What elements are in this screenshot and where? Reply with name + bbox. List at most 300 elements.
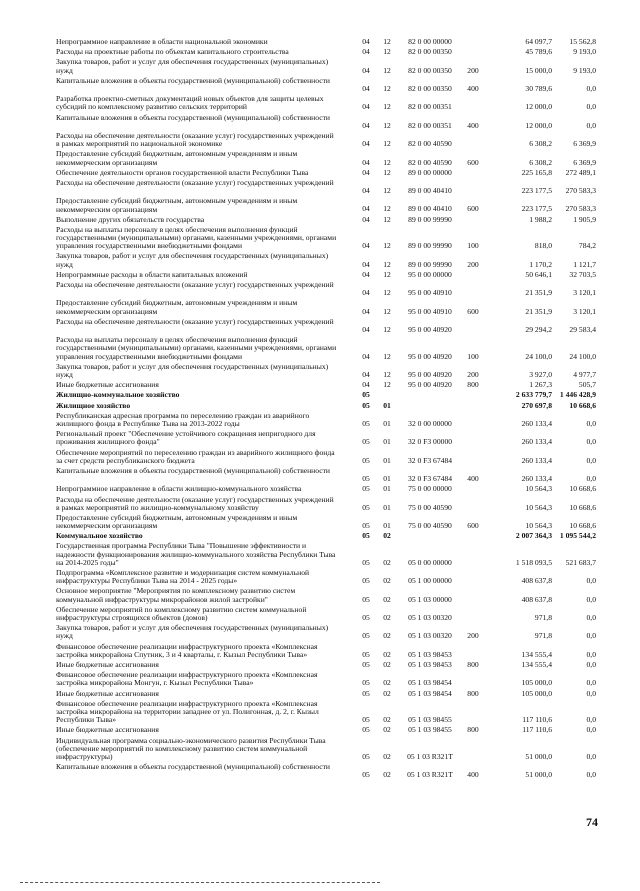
row-section: 05 bbox=[362, 770, 370, 780]
row-section: 05 bbox=[362, 594, 370, 604]
row-sum-year-1: 51 000,0 bbox=[525, 751, 552, 761]
row-target-article: 05 0 00 00000 bbox=[408, 557, 452, 567]
row-name: Республиканская адресная программа по переселению граждан из аварийного жилищного фонда в Республике Тыва на 2013-2022 годы bbox=[56, 410, 310, 428]
row-name: Подпрограмма «Комплексное развитие и модернизация систем коммунальной инфраструктуры Республики Тыва на 2014 - 2025 годы» bbox=[56, 568, 310, 586]
row-sum-year-1: 51 000,0 bbox=[525, 770, 552, 780]
row-section: 05 bbox=[362, 751, 370, 761]
row-target-article: 05 1 03 00320 bbox=[408, 613, 452, 623]
row-sum-year-1: 29 294,2 bbox=[525, 325, 552, 335]
row-sum-year-1: 21 351,9 bbox=[525, 306, 552, 316]
row-name: Основное мероприятие "Мероприятия по комплексному развитию систем коммунальной инфраструктуры микрорайонов жилой застройки" bbox=[56, 586, 296, 604]
row-expense-type: 400 bbox=[467, 83, 479, 93]
row-sum-year-1: 50 646,1 bbox=[525, 269, 552, 279]
row-subsection: 12 bbox=[383, 139, 391, 149]
row-subsection: 12 bbox=[383, 65, 391, 75]
row-subsection: 12 bbox=[383, 167, 391, 177]
row-expense-type: 800 bbox=[467, 688, 479, 698]
row-target-article: 89 0 00 99990 bbox=[408, 259, 452, 269]
row-sum-year-2: 9 193,0 bbox=[573, 65, 596, 75]
row-sum-year-1: 64 097,7 bbox=[525, 37, 552, 46]
row-section: 04 bbox=[362, 204, 370, 214]
row-expense-type: 400 bbox=[467, 770, 479, 780]
row-expense-type: 200 bbox=[467, 65, 479, 75]
row-name: Финансовое обеспечение реализации инфраструктурного проекта «Комплексная застройка микрорайона Монгун, г. Кызыл Республики Тыва» bbox=[56, 670, 318, 688]
row-target-article: 32 0 F3 67484 bbox=[407, 455, 453, 465]
row-expense-type: 800 bbox=[467, 660, 479, 670]
row-sum-year-2: 0,0 bbox=[586, 576, 596, 586]
row-subsection: 01 bbox=[383, 418, 391, 428]
row-name: Расходы на выплаты персоналу в целях обеспечения выполнения функций государственными (муниципальными) органами, казенными учреждениями, органами управления государственными внебюджетными фондами bbox=[56, 335, 337, 361]
table-row bbox=[0, 763, 640, 781]
row-sum-year-1: 105 000,0 bbox=[521, 688, 552, 698]
row-sum-year-2: 6 369,9 bbox=[573, 139, 596, 149]
row-subsection: 02 bbox=[383, 576, 391, 586]
row-name: Расходы на проектные работы по объектам капитального строительства bbox=[56, 47, 289, 57]
row-subsection: 12 bbox=[383, 37, 391, 46]
row-target-article: 05 1 03 R321T bbox=[407, 751, 453, 761]
row-sum-year-2: 521 683,7 bbox=[565, 557, 596, 567]
row-target-article: 05 1 03 98453 bbox=[408, 649, 452, 659]
row-name: Иные бюджетные ассигнования bbox=[56, 380, 159, 390]
row-section: 04 bbox=[362, 139, 370, 149]
row-name: Предоставление субсидий бюджетным, автономным учреждениям и иным некоммерческим организациям bbox=[56, 512, 298, 531]
row-expense-type: 100 bbox=[467, 241, 479, 251]
row-sum-year-1: 1 518 093,5 bbox=[515, 557, 552, 567]
row-section: 04 bbox=[362, 325, 370, 335]
row-target-article: 05 1 03 00000 bbox=[408, 594, 452, 604]
row-subsection: 12 bbox=[383, 288, 391, 298]
row-section: 05 bbox=[362, 678, 370, 688]
table-row bbox=[0, 606, 640, 624]
row-name: Закупка товаров, работ и услуг для обеспечения государственных (муниципальных) нужд bbox=[56, 57, 329, 75]
row-expense-type: 400 bbox=[467, 120, 479, 130]
row-section: 05 bbox=[362, 725, 370, 735]
row-target-article: 75 0 00 40590 bbox=[408, 521, 452, 531]
row-expense-type: 800 bbox=[467, 380, 479, 390]
row-sum-year-1: 260 133,4 bbox=[521, 418, 552, 428]
row-sum-year-2: 0,0 bbox=[586, 418, 596, 428]
row-target-article: 82 0 00 40590 bbox=[408, 157, 452, 167]
row-subsection: 01 bbox=[383, 502, 391, 512]
row-expense-type: 600 bbox=[467, 521, 479, 531]
row-subsection: 12 bbox=[383, 351, 391, 361]
row-expense-type: 100 bbox=[467, 351, 479, 361]
row-subsection: 12 bbox=[383, 204, 391, 214]
row-expense-type: 600 bbox=[467, 306, 479, 316]
row-name: Иные бюджетные ассигнования bbox=[56, 725, 159, 735]
table-row bbox=[0, 179, 640, 197]
row-sum-year-1: 21 351,9 bbox=[525, 288, 552, 298]
table-row bbox=[0, 336, 640, 363]
row-sum-year-1: 12 000,0 bbox=[525, 120, 552, 130]
row-target-article: 05 1 03 98453 bbox=[408, 660, 452, 670]
row-subsection: 02 bbox=[383, 613, 391, 623]
row-section: 04 bbox=[362, 37, 370, 46]
row-name: Государственная программа Республики Тыва "Повышение эффективности и надежности функционирования жилищно-коммунального хозяйства Республики Тыва на 2014-2025 годы" bbox=[56, 541, 336, 567]
row-sum-year-1: 6 308,2 bbox=[529, 139, 552, 149]
row-section: 05 bbox=[362, 400, 370, 410]
row-sum-year-1: 260 133,4 bbox=[521, 455, 552, 465]
table-row bbox=[0, 252, 640, 270]
table-row bbox=[0, 467, 640, 485]
row-subsection: 01 bbox=[383, 474, 391, 484]
table-row bbox=[0, 430, 640, 448]
row-name: Финансовое обеспечение реализации инфраструктурного проекта «Комплексная застройка микрорайона Спутник, 3 и 4 кварталы, г. Кызыл Республики Тыва» bbox=[56, 641, 318, 659]
row-sum-year-1: 2 633 779,7 bbox=[515, 390, 552, 400]
row-subsection: 02 bbox=[383, 678, 391, 688]
row-section: 05 bbox=[362, 631, 370, 641]
row-sum-year-2: 270 583,3 bbox=[565, 204, 596, 214]
row-sum-year-2: 10 668,6 bbox=[569, 502, 596, 512]
table-row bbox=[0, 95, 640, 113]
row-sum-year-2: 3 120,1 bbox=[573, 288, 596, 298]
row-sum-year-1: 260 133,4 bbox=[521, 474, 552, 484]
row-sum-year-2: 0,0 bbox=[586, 437, 596, 447]
row-name: Индивидуальная программа социально-экономического развития Республики Тыва (обеспечение мероприятий по комплексному развитию систем коммунальной инфраструктуры) bbox=[56, 735, 326, 761]
row-target-article: 89 0 00 40410 bbox=[408, 186, 452, 196]
table-row bbox=[0, 624, 640, 642]
row-sum-year-2: 0,0 bbox=[586, 751, 596, 761]
row-subsection: 12 bbox=[383, 370, 391, 379]
row-target-article: 82 0 00 00350 bbox=[408, 65, 452, 75]
row-target-article: 82 0 00 00350 bbox=[408, 83, 452, 93]
row-sum-year-1: 223 177,5 bbox=[521, 186, 552, 196]
table-row bbox=[0, 299, 640, 317]
row-expense-type: 600 bbox=[467, 157, 479, 167]
row-sum-year-1: 134 555,4 bbox=[521, 649, 552, 659]
row-section: 05 bbox=[362, 418, 370, 428]
table-row bbox=[0, 449, 640, 467]
page-number: 74 bbox=[586, 815, 598, 829]
row-name: Предоставление субсидий бюджетным, автономным учреждениям и иным некоммерческим организациям bbox=[56, 149, 298, 167]
row-name: Предоставление субсидий бюджетным, автономным учреждениям и иным некоммерческим организациям bbox=[56, 298, 298, 316]
row-subsection: 02 bbox=[383, 557, 391, 567]
row-section: 04 bbox=[362, 380, 370, 390]
row-sum-year-2: 0,0 bbox=[586, 594, 596, 604]
row-target-article: 82 0 00 00351 bbox=[408, 102, 452, 112]
row-target-article: 32 0 F3 00000 bbox=[407, 437, 453, 447]
row-section: 05 bbox=[362, 484, 370, 494]
row-subsection: 02 bbox=[383, 649, 391, 659]
row-subsection: 12 bbox=[383, 186, 391, 196]
row-name: Расходы на обеспечение деятельности (оказание услуг) государственных учреждений bbox=[56, 177, 334, 187]
row-name: Финансовое обеспечение реализации инфраструктурного проекта «Комплексная застройка микрорайона на территории западнее от ул. Полигонная, д. 2, г. Кызыл Республики Тыва» bbox=[56, 698, 319, 725]
row-section: 05 bbox=[362, 521, 370, 531]
row-expense-type: 600 bbox=[467, 204, 479, 214]
row-name: Предоставление субсидий бюджетным, автономным учреждениям и иным некоммерческим организациям bbox=[56, 196, 298, 214]
row-subsection: 01 bbox=[383, 400, 391, 410]
row-sum-year-2: 0,0 bbox=[586, 688, 596, 698]
row-sum-year-2: 1 905,9 bbox=[573, 214, 596, 224]
row-subsection: 12 bbox=[383, 120, 391, 130]
row-section: 04 bbox=[362, 259, 370, 269]
row-name: Обеспечение мероприятий по переселению граждан из аварийного жилищного фонда за счет средств республиканского бюджета bbox=[56, 447, 335, 465]
row-sum-year-2: 0,0 bbox=[586, 631, 596, 641]
row-section: 04 bbox=[362, 241, 370, 251]
row-name: Разработка проектно-сметных документаций новых объектов для защиты целевых субсидий по комплексному развитию сельских территорий bbox=[56, 94, 324, 112]
row-name: Капитальные вложения в объекты государственной (муниципальной) собственности bbox=[56, 112, 330, 122]
row-target-article: 95 0 00 00000 bbox=[408, 269, 452, 279]
row-sum-year-2: 32 703,5 bbox=[569, 269, 596, 279]
row-sum-year-1: 223 177,5 bbox=[521, 204, 552, 214]
row-sum-year-1: 1 988,2 bbox=[529, 214, 552, 224]
row-name: Обеспечение мероприятий по комплексному развитию систем коммунальной инфраструктуры строящихся объектов (домов) bbox=[56, 604, 307, 623]
table-row bbox=[0, 281, 640, 299]
row-subsection: 02 bbox=[383, 770, 391, 780]
row-sum-year-1: 134 555,4 bbox=[521, 660, 552, 670]
row-sum-year-2: 3 120,1 bbox=[573, 306, 596, 316]
table-row bbox=[0, 643, 640, 661]
row-section: 05 bbox=[362, 715, 370, 725]
row-section: 04 bbox=[362, 186, 370, 196]
row-target-article: 95 0 00 40910 bbox=[408, 306, 452, 316]
row-section: 05 bbox=[362, 576, 370, 586]
row-name: Обеспечение деятельности органов государственной власти Республики Тыва bbox=[56, 167, 309, 177]
row-subsection: 12 bbox=[383, 380, 391, 390]
row-section: 04 bbox=[362, 370, 370, 379]
table-row bbox=[0, 514, 640, 532]
row-target-article: 05 1 03 98454 bbox=[408, 688, 452, 698]
row-target-article: 95 0 00 40920 bbox=[408, 351, 452, 361]
row-expense-type: 400 bbox=[467, 474, 479, 484]
row-sum-year-1: 408 637,8 bbox=[521, 576, 552, 586]
row-sum-year-2: 24 100,0 bbox=[569, 351, 596, 361]
row-target-article: 75 0 00 00000 bbox=[408, 484, 452, 494]
row-expense-type: 200 bbox=[467, 259, 479, 269]
row-name: Расходы на обеспечение деятельности (оказание услуг) государственных учреждений bbox=[56, 316, 334, 326]
row-subsection: 12 bbox=[383, 259, 391, 269]
row-sum-year-1: 30 789,6 bbox=[525, 83, 552, 93]
row-sum-year-1: 1 267,3 bbox=[529, 380, 552, 390]
row-subsection: 12 bbox=[383, 102, 391, 112]
row-sum-year-2: 0,0 bbox=[586, 83, 596, 93]
row-sum-year-1: 1 170,2 bbox=[529, 259, 552, 269]
row-section: 05 bbox=[362, 649, 370, 659]
row-sum-year-2: 6 369,9 bbox=[573, 157, 596, 167]
row-sum-year-2: 10 668,6 bbox=[569, 521, 596, 531]
row-target-article: 89 0 00 00000 bbox=[408, 167, 452, 177]
row-section: 04 bbox=[362, 83, 370, 93]
row-sum-year-1: 971,8 bbox=[534, 631, 552, 641]
table-row bbox=[0, 197, 640, 215]
table-row bbox=[0, 77, 640, 95]
row-section: 04 bbox=[362, 65, 370, 75]
row-name: Капитальные вложения в объекты государственной (муниципальной) собственности bbox=[56, 762, 330, 772]
row-section: 05 bbox=[362, 557, 370, 567]
row-sum-year-1: 45 789,6 bbox=[525, 47, 552, 57]
table-row bbox=[0, 412, 640, 430]
row-subsection: 01 bbox=[383, 484, 391, 494]
row-expense-type: 800 bbox=[467, 725, 479, 735]
row-sum-year-2: 0,0 bbox=[586, 678, 596, 688]
row-target-article: 05 1 03 98455 bbox=[408, 725, 452, 735]
row-target-article: 95 0 00 40920 bbox=[408, 380, 452, 390]
row-sum-year-1: 408 637,8 bbox=[521, 594, 552, 604]
row-subsection: 01 bbox=[383, 437, 391, 447]
row-sum-year-2: 505,7 bbox=[578, 380, 596, 390]
row-sum-year-2: 272 489,1 bbox=[565, 167, 596, 177]
row-section: 05 bbox=[362, 502, 370, 512]
row-subsection: 12 bbox=[383, 83, 391, 93]
table-row bbox=[0, 318, 640, 336]
row-sum-year-2: 10 668,6 bbox=[569, 400, 596, 410]
row-name: Жилищное хозяйство bbox=[56, 400, 131, 410]
row-target-article: 82 0 00 00000 bbox=[408, 37, 452, 46]
row-sum-year-2: 4 977,7 bbox=[573, 370, 596, 379]
row-sum-year-2: 9 193,0 bbox=[573, 47, 596, 57]
row-target-article: 75 0 00 40590 bbox=[408, 502, 452, 512]
row-target-article: 95 0 00 40920 bbox=[408, 325, 452, 335]
row-section: 04 bbox=[362, 167, 370, 177]
row-sum-year-1: 117 110,6 bbox=[522, 715, 552, 725]
row-section: 04 bbox=[362, 157, 370, 167]
row-section: 05 bbox=[362, 660, 370, 670]
row-target-article: 89 0 00 99990 bbox=[408, 214, 452, 224]
row-section: 04 bbox=[362, 102, 370, 112]
row-sum-year-1: 971,8 bbox=[534, 613, 552, 623]
row-subsection: 02 bbox=[383, 660, 391, 670]
row-name: Иные бюджетные ассигнования bbox=[56, 660, 159, 670]
row-sum-year-2: 0,0 bbox=[586, 649, 596, 659]
row-name: Непрограммные расходы в области капитальных вложений bbox=[56, 269, 248, 279]
row-name: Жилищно-коммунальное хозяйство bbox=[56, 390, 180, 400]
row-target-article: 82 0 00 00350 bbox=[408, 47, 452, 57]
row-section: 05 bbox=[362, 531, 370, 541]
row-sum-year-2: 784,2 bbox=[578, 241, 596, 251]
row-subsection: 01 bbox=[383, 521, 391, 531]
row-target-article: 32 0 00 00000 bbox=[408, 418, 452, 428]
row-sum-year-2: 0,0 bbox=[586, 120, 596, 130]
table-row bbox=[0, 542, 640, 569]
row-subsection: 12 bbox=[383, 325, 391, 335]
row-sum-year-1: 15 000,0 bbox=[525, 65, 552, 75]
row-subsection: 12 bbox=[383, 157, 391, 167]
row-sum-year-2: 0,0 bbox=[586, 613, 596, 623]
row-section: 04 bbox=[362, 351, 370, 361]
row-sum-year-2: 15 562,8 bbox=[569, 37, 596, 46]
row-section: 05 bbox=[362, 437, 370, 447]
row-subsection: 02 bbox=[383, 725, 391, 735]
row-sum-year-2: 1 121,7 bbox=[573, 259, 596, 269]
row-target-article: 05 1 03 R321T bbox=[407, 770, 453, 780]
row-sum-year-2: 0,0 bbox=[586, 715, 596, 725]
table-row bbox=[0, 132, 640, 150]
row-sum-year-1: 12 000,0 bbox=[525, 102, 552, 112]
row-sum-year-2: 0,0 bbox=[586, 102, 596, 112]
row-target-article: 05 1 03 98455 bbox=[408, 715, 452, 725]
row-sum-year-2: 1 446 428,9 bbox=[559, 390, 596, 400]
row-sum-year-1: 225 165,8 bbox=[521, 167, 552, 177]
row-target-article: 05 1 03 00320 bbox=[408, 631, 452, 641]
row-sum-year-1: 10 564,3 bbox=[525, 521, 552, 531]
row-subsection: 12 bbox=[383, 241, 391, 251]
footer-dashed-line bbox=[20, 882, 380, 883]
row-name: Капитальные вложения в объекты государственной (муниципальной) собственности bbox=[56, 465, 330, 475]
row-sum-year-2: 10 668,6 bbox=[569, 484, 596, 494]
row-section: 05 bbox=[362, 613, 370, 623]
row-section: 04 bbox=[362, 288, 370, 298]
row-sum-year-2: 0,0 bbox=[586, 474, 596, 484]
row-subsection: 02 bbox=[383, 715, 391, 725]
table-row bbox=[0, 737, 640, 764]
row-name: Иные бюджетные ассигнования bbox=[56, 688, 159, 698]
row-target-article: 82 0 00 40590 bbox=[408, 139, 452, 149]
table-row bbox=[0, 485, 640, 495]
row-sum-year-2: 0,0 bbox=[586, 725, 596, 735]
row-section: 04 bbox=[362, 47, 370, 57]
row-target-article: 89 0 00 40410 bbox=[408, 204, 452, 214]
row-name: Расходы на обеспечение деятельности (оказание услуг) государственных учреждений в рамках мероприятий по жилищно-коммунальному хозяйству bbox=[56, 494, 334, 512]
row-subsection: 02 bbox=[383, 751, 391, 761]
row-sum-year-1: 10 564,3 bbox=[525, 484, 552, 494]
row-subsection: 02 bbox=[383, 631, 391, 641]
row-sum-year-2: 0,0 bbox=[586, 455, 596, 465]
row-name: Закупка товаров, работ и услуг для обеспечения государственных (муниципальных) нужд bbox=[56, 251, 329, 269]
row-sum-year-2: 29 583,4 bbox=[569, 325, 596, 335]
row-name: Расходы на обеспечение деятельности (оказание услуг) государственных учреждений bbox=[56, 280, 334, 290]
table-row bbox=[0, 226, 640, 253]
row-subsection: 02 bbox=[383, 531, 391, 541]
row-target-article: 32 0 F3 67484 bbox=[407, 474, 453, 484]
row-section: 05 bbox=[362, 390, 370, 400]
row-name: Расходы на обеспечение деятельности (оказание услуг) государственных учреждений в рамках мероприятий по национальной экономике bbox=[56, 130, 334, 149]
row-target-article: 05 1 00 00000 bbox=[408, 576, 452, 586]
row-section: 04 bbox=[362, 214, 370, 224]
row-name: Выполнение других обязательств государства bbox=[56, 214, 205, 224]
row-sum-year-1: 260 133,4 bbox=[521, 437, 552, 447]
row-subsection: 12 bbox=[383, 306, 391, 316]
table-row bbox=[0, 363, 640, 381]
row-target-article: 82 0 00 00351 bbox=[408, 120, 452, 130]
table-row bbox=[0, 569, 640, 587]
row-subsection: 02 bbox=[383, 594, 391, 604]
row-sum-year-1: 10 564,3 bbox=[525, 502, 552, 512]
row-name: Региональный проект "Обеспечение устойчивого сокращения непригодного для проживания жилищного фонда" bbox=[56, 429, 316, 447]
row-sum-year-2: 1 095 544,2 bbox=[559, 531, 596, 541]
row-subsection: 12 bbox=[383, 214, 391, 224]
table-row bbox=[0, 114, 640, 132]
table-row bbox=[0, 58, 640, 76]
row-expense-type: 200 bbox=[467, 631, 479, 641]
row-target-article: 95 0 00 40910 bbox=[408, 288, 452, 298]
row-subsection: 12 bbox=[383, 47, 391, 57]
row-name: Капитальные вложения в объекты государственной (муниципальной) собственности bbox=[56, 75, 330, 85]
row-expense-type: 200 bbox=[467, 370, 479, 379]
row-sum-year-1: 105 000,0 bbox=[521, 678, 552, 688]
budget-table bbox=[0, 38, 640, 782]
row-sum-year-1: 3 927,0 bbox=[529, 370, 552, 379]
row-section: 04 bbox=[362, 269, 370, 279]
row-section: 05 bbox=[362, 474, 370, 484]
row-subsection: 02 bbox=[383, 688, 391, 698]
row-target-article: 95 0 00 40920 bbox=[408, 370, 452, 379]
row-sum-year-1: 270 697,8 bbox=[521, 400, 552, 410]
row-subsection: 12 bbox=[383, 269, 391, 279]
row-sum-year-1: 2 007 364,3 bbox=[515, 531, 552, 541]
row-sum-year-1: 117 110,6 bbox=[522, 725, 552, 735]
row-section: 05 bbox=[362, 688, 370, 698]
row-section: 04 bbox=[362, 306, 370, 316]
table-row bbox=[0, 150, 640, 168]
table-row bbox=[0, 700, 640, 727]
row-name: Расходы на выплаты персоналу в целях обеспечения выполнения функций государственными (муниципальными) органами, казенными учреждениями, органами управления государственными внебюджетными фондами bbox=[56, 224, 337, 251]
table-row bbox=[0, 496, 640, 514]
row-name: Непрограммное направление в области жилищно-коммунального хозяйства bbox=[56, 484, 302, 494]
row-sum-year-1: 6 308,2 bbox=[529, 157, 552, 167]
row-sum-year-2: 0,0 bbox=[586, 770, 596, 780]
row-sum-year-2: 270 583,3 bbox=[565, 186, 596, 196]
table-row bbox=[0, 587, 640, 605]
